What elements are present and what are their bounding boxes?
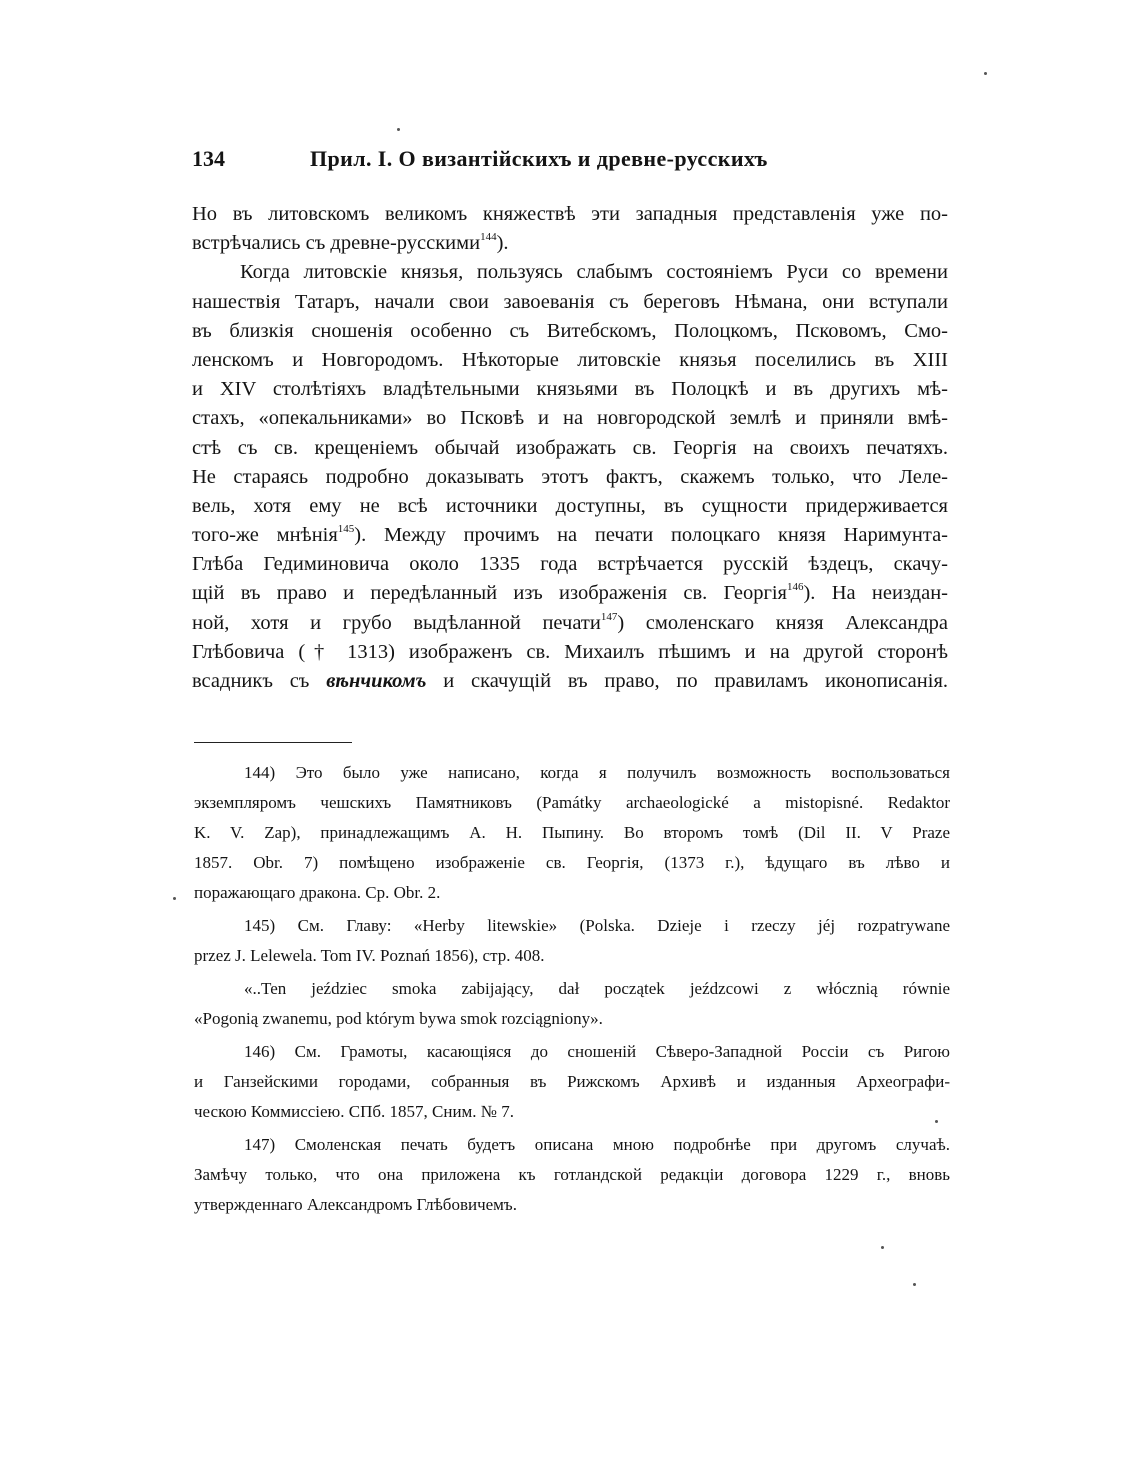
running-header	[192, 146, 952, 182]
body-line	[192, 229, 948, 258]
body-line-text: стахъ, «опекальниками» во Псковѣ и на новгородской землѣ и приняли вмѣ-	[192, 407, 948, 430]
body-line	[192, 346, 948, 375]
running-title: Прил. I. О византійскихъ и древне-русскихъ	[310, 146, 768, 171]
footnote-line: поражающаго дракона. Ср. Obr. 2.	[194, 883, 441, 902]
body-line-text-continued: ).	[496, 232, 509, 255]
body-line	[192, 258, 948, 287]
footnote	[194, 974, 950, 1034]
body-line-text: Глѣбовича († 1313) изображенъ св. Михаилъ пѣшимъ и на другой сторонѣ	[192, 640, 948, 663]
footnote-line: и Ганзейскими городами, собранныя въ Рижскомъ Архивѣ и изданныя Археографи-	[194, 1072, 950, 1091]
footnote-line: przez J. Lelewela. Tom IV. Poznań 1856), стр. 408.	[194, 946, 545, 965]
footnote-reference: 144	[480, 231, 497, 244]
footnote-line: 1857. Obr. 7) помѣщено изображеніе св. Георгія, (1373 г.), ѣдущаго въ лѣво и	[194, 853, 950, 872]
body-line-text-continued: и скачущій въ право, по правиламъ иконописанія.	[426, 670, 948, 692]
body-line	[192, 521, 948, 550]
scan-speck	[397, 128, 400, 131]
body-line-text: Не стараясь подробно доказывать этотъ фактъ, скажемъ только, что Леле-	[192, 465, 948, 488]
footnote-line: утвержденнаго Александромъ Глѣбовичемъ.	[194, 1195, 517, 1214]
footnote-reference: 145	[337, 523, 355, 536]
footnote-line: 144) Это было уже написано, когда я получилъ возможность воспользоваться	[244, 763, 950, 782]
footnote	[194, 1130, 950, 1220]
scan-speck	[173, 897, 176, 900]
body-line-text-continued: ) смоленскаго князя Александра	[617, 611, 948, 634]
body-line	[192, 550, 948, 579]
main-text	[192, 200, 948, 696]
footnote-line: K. V. Zap), принадлежащимъ А. Н. Пыпину. Во второмъ томѣ (Dil II. V Praze	[194, 823, 950, 842]
footnote-line: «..Ten jeździec smoka zabijający, dał początek jeźdzcowi z włócznią równie	[244, 979, 950, 998]
emphasized-word: вѣнчикомъ	[326, 670, 427, 692]
body-line-text-continued: ). На неиздан-	[803, 582, 948, 605]
footnote-line: «Pogonią zwanemu, pod którym bywa smok rozciągniony».	[194, 1009, 603, 1028]
body-line	[192, 579, 948, 608]
body-line-text: стѣ съ св. крещеніемъ обычай изображать св. Георгія на своихъ печатяхъ.	[192, 436, 948, 459]
footnote-line: 147) Смоленская печать будетъ описана мною подробнѣе при другомъ случаѣ.	[244, 1135, 950, 1154]
footnotes	[194, 758, 950, 1223]
scan-speck	[881, 1246, 884, 1249]
body-line	[192, 375, 948, 404]
body-line-text: всадникъ съ	[192, 670, 327, 692]
body-line	[192, 288, 948, 317]
footnote-line: Замѣчу только, что она приложена къ готландской редакціи договора 1229 г., вновь	[194, 1165, 950, 1184]
body-line	[192, 434, 948, 463]
body-line-text: и XIV столѣтіяхъ владѣтельными князьями въ Полоцкѣ и въ другихъ мѣ-	[192, 378, 948, 401]
footnote	[194, 758, 950, 908]
body-line-text: вель, хотя ему не всѣ источники доступны, въ сущности придерживается	[192, 494, 948, 517]
body-line	[192, 638, 948, 667]
body-line-text: щій въ право и передѣланный изъ изображенія св. Георгія	[192, 582, 787, 605]
body-line-text: Когда литовскіе князья, пользуясь слабымъ состояніемъ Руси со времени	[240, 261, 948, 284]
page-number: 134	[192, 146, 225, 171]
body-line-text: того-же мнѣнія	[192, 524, 338, 547]
footnote-line: 146) См. Грамоты, касающіяся до сношеній Сѣверо-Западной Россіи съ Ригою	[244, 1042, 950, 1061]
footnote-line: 145) См. Главу: «Herby litewskie» (Polska. Dzieje i rzeczy jéj rozpatrywane	[244, 916, 950, 935]
footnote-reference: 146	[786, 581, 804, 594]
body-line	[192, 200, 948, 229]
body-line	[192, 463, 948, 492]
footnote-line: экземпляромъ чешскихъ Памятниковъ (Památky archaeologické a mistopisné. Redaktor	[194, 793, 950, 812]
body-line-text: въ близкія сношенія особенно съ Витебскомъ, Полоцкомъ, Псковомъ, Смо-	[192, 319, 948, 342]
footnote-reference: 147	[600, 610, 618, 623]
body-line-text-continued: ). Между прочимъ на печати полоцкаго князя Наримунта-	[354, 524, 949, 547]
body-line-text: ной, хотя и грубо выдѣланной печати	[192, 611, 601, 634]
body-line-text: встрѣчались съ древне-русскими	[192, 232, 481, 255]
body-line	[192, 492, 948, 521]
footnote	[194, 911, 950, 971]
body-line-text: нашествія Татаръ, начали свои завоеванія съ береговъ Нѣмана, они вступали	[192, 290, 948, 313]
scan-speck	[935, 1120, 938, 1123]
scan-speck	[984, 72, 987, 75]
body-line	[192, 609, 948, 638]
body-line-text: Глѣба Гедиминовича около 1335 года встрѣчается русскій ѣздецъ, скачу-	[192, 553, 948, 576]
footnote	[194, 1037, 950, 1127]
body-line-text: Но въ литовскомъ великомъ княжествѣ эти западныя представленія уже по-	[192, 203, 948, 225]
body-line	[192, 317, 948, 346]
body-line-text: ленскомъ и Новгородомъ. Нѣкоторые литовскіе князья поселились въ XIII	[192, 348, 948, 371]
body-line	[192, 404, 948, 433]
body-line	[192, 667, 948, 696]
footnote-line: ческою Коммиссіею. СПб. 1857, Сним. № 7.	[194, 1102, 515, 1121]
footnote-rule	[194, 742, 352, 743]
scan-speck	[913, 1283, 916, 1286]
